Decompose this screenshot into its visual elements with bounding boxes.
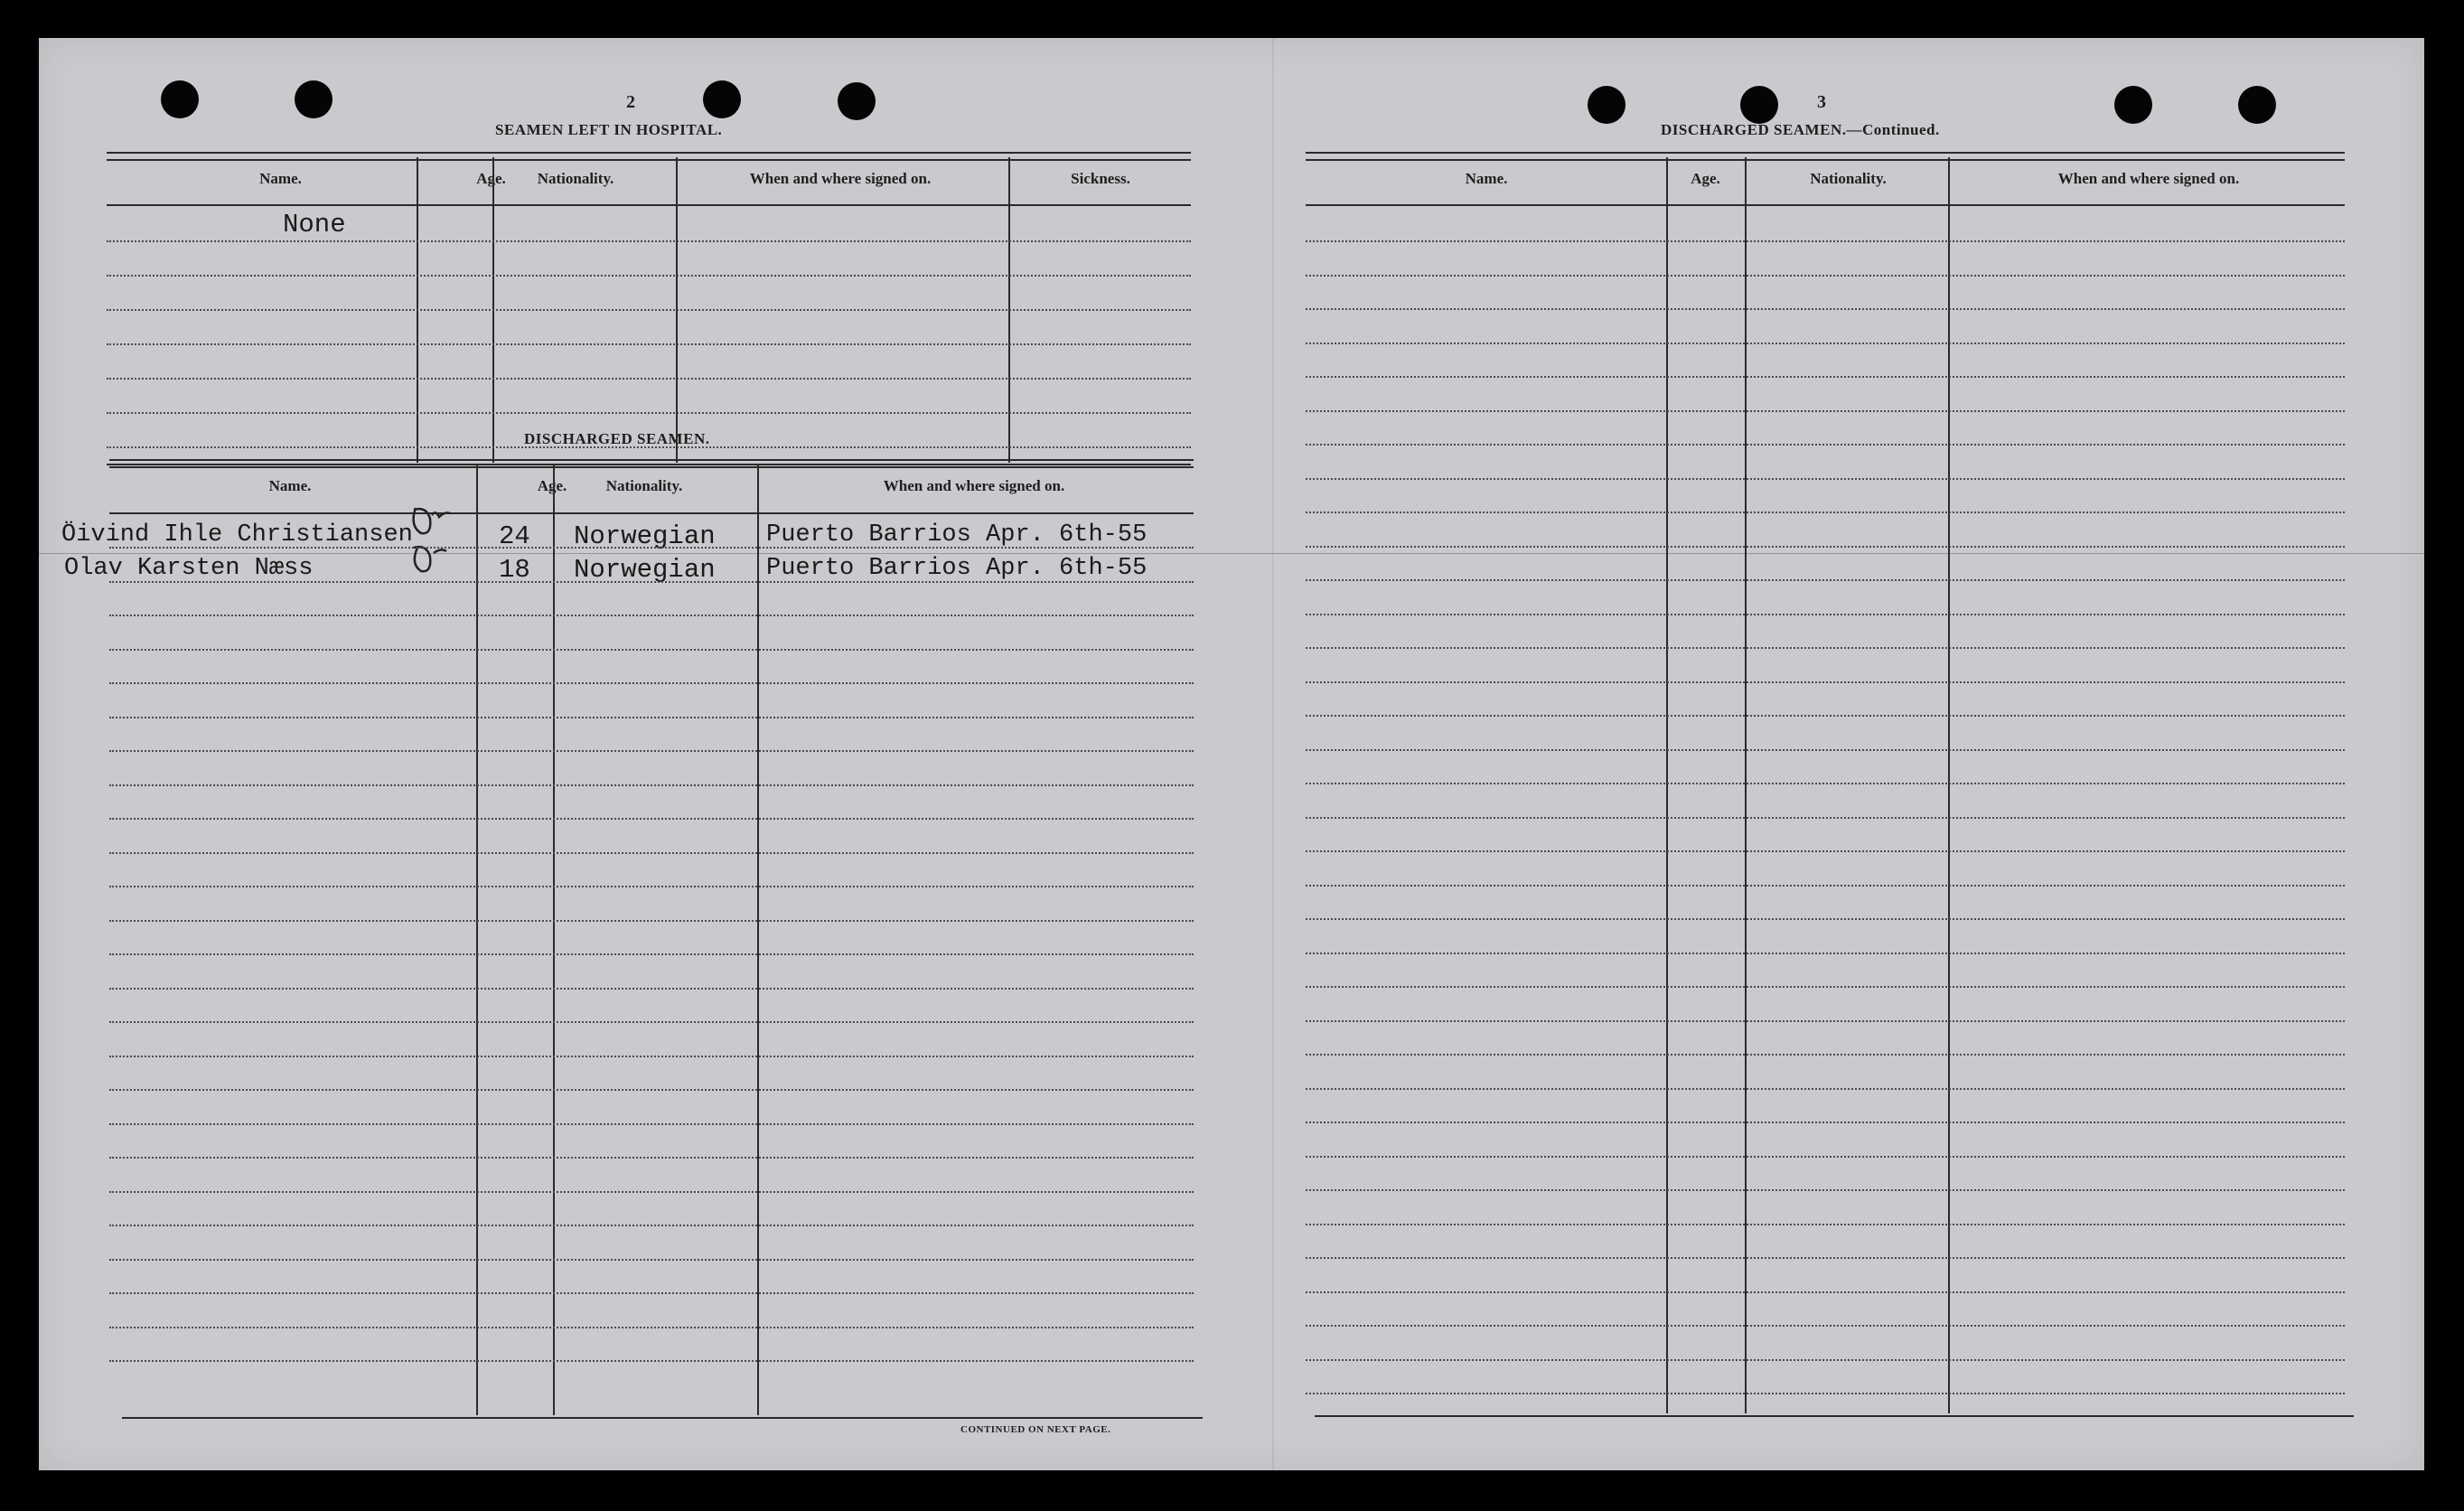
ruled-line (109, 682, 1194, 684)
right-col-divider (1666, 157, 1668, 1413)
discharged-col-divider (476, 465, 478, 1415)
discharged-col-age: Age. (537, 477, 567, 494)
ruled-line (1306, 681, 2345, 683)
hospital-section-title: SEAMEN LEFT IN HOSPITAL. (495, 121, 723, 138)
hospital-top-rule (107, 152, 1191, 161)
ruled-line (109, 1292, 1194, 1294)
ruled-line (1306, 308, 2345, 310)
ruled-line (1306, 1359, 2345, 1361)
hospital-col-name: Name. (259, 170, 302, 187)
ruled-line (1306, 953, 2345, 954)
ruled-line (1306, 1088, 2345, 1090)
ruled-line (1306, 478, 2345, 480)
punch-hole (2238, 86, 2276, 124)
hospital-ruled-line (107, 343, 1191, 345)
discharged-row-1-nationality: Norwegian (574, 521, 716, 551)
ruled-line (109, 1021, 1194, 1023)
discharged-col-name: Name. (268, 477, 312, 494)
right-col-nationality: Nationality. (1810, 170, 1887, 187)
ruled-line (109, 717, 1194, 718)
handwritten-mark (405, 490, 477, 580)
hospital-ruled-line (107, 412, 1191, 414)
left-bottom-rule (122, 1417, 1203, 1419)
hospital-ruled-line (107, 240, 1191, 242)
discharged-col-divider (553, 465, 555, 1415)
right-section-title: DISCHARGED SEAMEN.—Continued. (1661, 121, 1940, 138)
ruled-line (109, 649, 1194, 651)
ruled-line (109, 784, 1194, 786)
hospital-entry: None (283, 210, 346, 239)
right-header-rule (1306, 204, 2345, 206)
ruled-line (109, 547, 1194, 549)
paper-crease (39, 553, 2424, 554)
ruled-line (1306, 1393, 2345, 1394)
ruled-line (1306, 275, 2345, 277)
ruled-line (1306, 986, 2345, 988)
ruled-line (1306, 715, 2345, 717)
hospital-ruled-line (107, 309, 1191, 311)
hospital-ruled-line (107, 275, 1191, 277)
punch-hole (295, 80, 333, 118)
ruled-line (109, 581, 1194, 583)
hospital-col-nationality: Nationality. (537, 170, 614, 187)
ruled-line (1306, 579, 2345, 581)
discharged-row-1-age: 24 (499, 521, 530, 551)
ruled-line (1306, 885, 2345, 887)
ruled-line (109, 953, 1194, 955)
ruled-line (1306, 850, 2345, 852)
discharged-row-1-name: Öivind Ihle Christiansen (61, 521, 413, 549)
ruled-line (1306, 918, 2345, 920)
discharged-top-rule (109, 459, 1194, 468)
punch-hole (1740, 86, 1778, 124)
ruled-line (109, 988, 1194, 990)
ruled-line (1306, 749, 2345, 751)
ruled-line (109, 1089, 1194, 1091)
ruled-line (109, 1123, 1194, 1125)
ruled-line (1306, 1325, 2345, 1327)
ruled-line (1306, 1020, 2345, 1022)
ruled-line (1306, 1224, 2345, 1225)
right-col-name: Name. (1465, 170, 1508, 187)
discharged-row-2-signed-on: Puerto Barrios Apr. 6th-55 (766, 555, 1148, 582)
hospital-col-sickness: Sickness. (1071, 170, 1130, 187)
hospital-header-rule (107, 204, 1191, 206)
ruled-line (109, 886, 1194, 887)
discharged-col-nationality: Nationality. (605, 477, 683, 494)
discharged-row-2-nationality: Norwegian (574, 555, 716, 585)
document-sheet (39, 38, 2424, 1470)
ruled-line (1306, 783, 2345, 784)
ruled-line (1306, 1122, 2345, 1123)
right-col-divider (1948, 157, 1950, 1413)
ruled-line (1306, 1291, 2345, 1293)
ruled-line (109, 1191, 1194, 1193)
ruled-line (109, 750, 1194, 752)
ruled-line (1306, 511, 2345, 513)
right-col-signed-on: When and where signed on. (2057, 170, 2240, 187)
right-col-divider (1745, 157, 1747, 1413)
ruled-line (1306, 817, 2345, 819)
ruled-line (1306, 444, 2345, 446)
ruled-line (1306, 343, 2345, 344)
punch-hole (2114, 86, 2152, 124)
right-col-age: Age. (1691, 170, 1720, 187)
hospital-col-signed-on: When and where signed on. (749, 170, 932, 187)
continued-footer: CONTINUED ON NEXT PAGE. (960, 1424, 1111, 1435)
ruled-line (109, 1360, 1194, 1362)
discharged-header-rule (109, 512, 1194, 514)
ruled-line (1306, 1054, 2345, 1056)
ruled-line (109, 1225, 1194, 1226)
ruled-line (109, 1056, 1194, 1057)
right-bottom-rule (1315, 1415, 2354, 1417)
discharged-row-1-signed-on: Puerto Barrios Apr. 6th-55 (766, 521, 1148, 549)
punch-hole (161, 80, 199, 118)
right-page-number: 3 (1817, 92, 1826, 112)
discharged-section-title: DISCHARGED SEAMEN. (524, 430, 710, 447)
hospital-col-age: Age. (476, 170, 506, 187)
ruled-line (1306, 240, 2345, 242)
ruled-line (1306, 1156, 2345, 1158)
right-top-rule (1306, 152, 2345, 161)
punch-hole (703, 80, 741, 118)
discharged-col-divider (757, 465, 759, 1415)
ruled-line (1306, 1257, 2345, 1259)
ruled-line (1306, 410, 2345, 412)
ruled-line (1306, 647, 2345, 649)
discharged-col-signed-on: When and where signed on. (883, 477, 1065, 494)
ruled-line (109, 852, 1194, 854)
ruled-line (1306, 546, 2345, 548)
ruled-line (109, 1259, 1194, 1261)
ruled-line (109, 818, 1194, 820)
ruled-line (109, 615, 1194, 616)
discharged-row-2-age: 18 (499, 555, 530, 585)
ruled-line (1306, 376, 2345, 378)
page-fold (1272, 38, 1274, 1470)
ruled-line (1306, 1189, 2345, 1191)
left-page-number: 2 (626, 92, 635, 112)
ruled-line (109, 1157, 1194, 1159)
hospital-ruled-line (107, 378, 1191, 380)
ruled-line (1306, 614, 2345, 615)
punch-hole (1588, 86, 1625, 124)
punch-hole (838, 82, 876, 120)
discharged-row-2-name: Olav Karsten Næss (64, 555, 314, 582)
ruled-line (109, 1327, 1194, 1328)
ruled-line (109, 920, 1194, 922)
